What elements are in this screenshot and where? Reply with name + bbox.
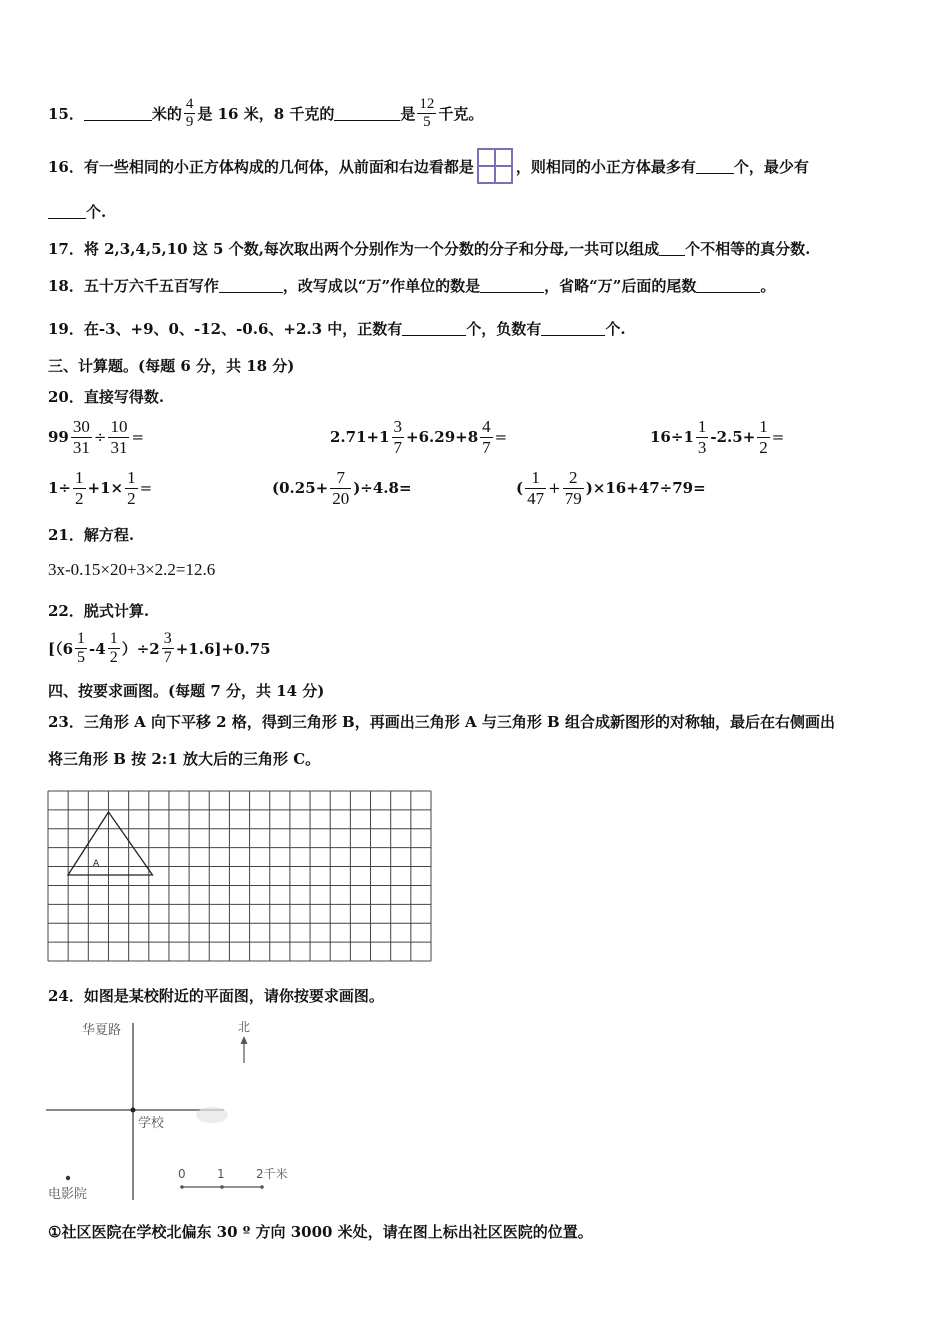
circled-one-marker: ① (48, 1222, 62, 1241)
question-21-title: 21．解方程. (48, 526, 135, 544)
question-number: 18． (48, 277, 84, 295)
answer-blank[interactable] (659, 241, 685, 256)
question-22-title: 22．脱式计算. (48, 602, 150, 620)
fraction: $\frac{1}{2}$ (75, 468, 84, 508)
fraction: $\frac{1}{2}$ (109, 630, 118, 667)
question-number: 15． (48, 105, 84, 124)
answer-blank[interactable] (402, 321, 466, 336)
question-number: 17． (48, 240, 84, 258)
map-diagram (44, 1015, 314, 1205)
expression-1: 99 $\frac{30}{31}$ ÷ $\frac{10}{31}$ = (48, 417, 145, 457)
fraction: $\frac{1}{2}$ (759, 417, 768, 457)
answer-blank[interactable] (334, 106, 400, 121)
answer-blank[interactable] (84, 106, 152, 121)
fraction: $\frac{3}{7}$ (163, 630, 172, 667)
fraction: $\frac{3}{7}$ (393, 417, 403, 457)
school-point (131, 1108, 136, 1113)
triangle-a-label: A (93, 859, 100, 869)
question-15: 15． 米的 $\frac{4}{9}$ 是 16 米，8 千克的 是 $\frac{12}{5}$ 千克。 (48, 96, 484, 131)
question-23-line1: 23．三角形 A 向下平移 2 格，得到三角形 B，再画出三角形 A 与三角形 B 组合成新图形的对称轴，最后在右侧画出 (48, 713, 835, 731)
answer-blank[interactable] (541, 321, 605, 336)
fraction: $\frac{2}{79}$ (564, 468, 582, 508)
expression-4: 1÷ $\frac{1}{2}$ +1× $\frac{1}{2}$ = (48, 468, 153, 508)
section-3-title: 三、计算题。(每题 6 分，共 18 分) (48, 357, 295, 375)
fraction: $\frac{1}{2}$ (127, 468, 136, 508)
expression-3: 16÷1 $\frac{1}{3}$ -2.5+ $\frac{1}{2}$ = (650, 417, 785, 457)
question-24-part-1: ① 社区医院在学校北偏东 30 º 方向 3000 米处，请在图上标出社区医院的位置。 (48, 1222, 593, 1241)
answer-blank[interactable] (480, 278, 544, 293)
fraction: $\frac{7}{20}$ (332, 468, 350, 508)
question-16-continued: 个. (48, 201, 106, 222)
question-number: 19． (48, 320, 84, 338)
question-number: 16． (48, 157, 84, 176)
north-arrow-icon (241, 1036, 248, 1044)
answer-blank[interactable] (696, 278, 760, 293)
question-17: 17． 将 2,3,4,5,10 这 5 个数,每次取出两个分别作为一个分数的分子和分母,一共可以组成 个不相等的真分数. (48, 240, 811, 258)
answer-blank[interactable] (219, 278, 283, 293)
answer-blank[interactable] (48, 204, 86, 219)
question-19: 19． 在-3、+9、0、-12、-0.6、+2.3 中，正数有 个，负数有 个. (48, 320, 626, 338)
scale-tick-1: 1 (217, 1167, 225, 1181)
question-23-line2: 将三角形 B 按 2:1 放大后的三角形 C。 (48, 750, 321, 768)
north-label: 北 (238, 1020, 251, 1034)
question-24-title: 24．如图是某校附近的平面图，请你按要求画图。 (48, 987, 384, 1005)
scale-tick-2: 2千米 (256, 1167, 288, 1181)
cinema-label: 电影院 (48, 1187, 88, 1202)
fraction: $\frac{4}{9}$ (185, 96, 194, 131)
fraction: $\frac{1}{3}$ (697, 417, 707, 457)
expression-q22: [（6 $\frac{1}{5}$ -4 $\frac{1}{2}$ ）÷2 $\frac{3}{7}$ +1.6]+0.75 (48, 630, 271, 667)
cinema-point (66, 1176, 70, 1180)
expression-5: (0.25+ $\frac{7}{20}$ )÷4.8= (272, 468, 412, 508)
two-by-two-square-icon (477, 148, 513, 184)
question-20-title: 20．直接写得数. (48, 388, 165, 406)
road-label: 华夏路 (82, 1023, 122, 1038)
expression-2: 2.71+1 $\frac{3}{7}$ +6.29+8 $\frac{4}{7}$ = (330, 417, 508, 457)
fraction: $\frac{1}{47}$ (527, 468, 545, 508)
answer-blank[interactable] (696, 159, 734, 174)
fraction: $\frac{4}{7}$ (482, 417, 491, 457)
scale-tick-0: 0 (178, 1167, 186, 1181)
fraction: $\frac{1}{5}$ (77, 630, 86, 667)
fraction: $\frac{30}{31}$ (72, 417, 90, 457)
question-16: 16． 有一些相同的小正方体构成的几何体，从前面和右边看都是 ，则相同的小正方体最多有 个，最少有 (48, 148, 809, 184)
triangle-a (68, 812, 153, 875)
fraction: $\frac{12}{5}$ (419, 96, 435, 131)
expression-6: ( $\frac{1}{47}$ + $\frac{2}{79}$ )×16+47÷79= (516, 468, 706, 508)
fraction: $\frac{10}{31}$ (110, 417, 128, 457)
equation: 3x-0.15×20+3×2.2=12.6 (48, 560, 216, 579)
section-4-title: 四、按要求画图。(每题 7 分，共 14 分) (48, 682, 325, 700)
grid-diagram (47, 790, 432, 962)
school-label: 学校 (138, 1116, 165, 1131)
question-18: 18． 五十万六千五百写作 ，改写成以“万”作单位的数是 ，省略“万”后面的尾数 。 (48, 277, 776, 295)
